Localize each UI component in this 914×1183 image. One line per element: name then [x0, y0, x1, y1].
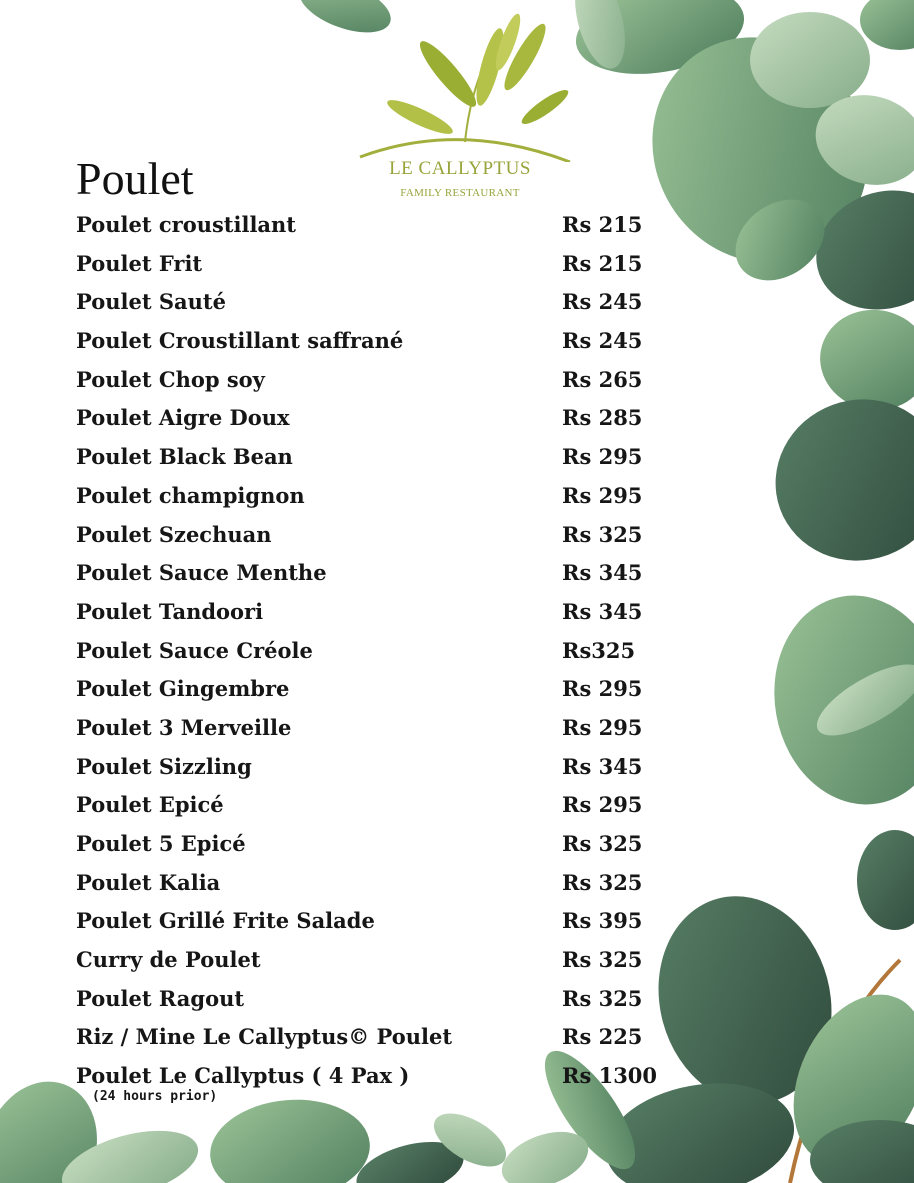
logo-subtitle: FAMILY RESTAURANT: [400, 187, 520, 199]
olive-branch-icon: [340, 12, 580, 162]
menu-item-name: Poulet Le Callyptus ( 4 Pax ): [76, 1063, 410, 1089]
menu-item-price: Rs 265: [562, 366, 643, 392]
menu-item-name: Poulet champignon: [76, 482, 305, 508]
menu-item-name: Poulet Ragout: [76, 985, 245, 1011]
menu-item-name: Poulet 3 Merveille: [76, 714, 292, 740]
menu-item-price: Rs 395: [562, 908, 643, 934]
menu-item: [76, 328, 656, 367]
menu-item-price: Rs325: [562, 637, 636, 663]
menu-item-name: Poulet Frit: [76, 250, 203, 276]
menu-item-price: Rs 245: [562, 289, 643, 315]
menu-item-name: Poulet Croustillant saffrané: [76, 328, 404, 354]
menu-item-price: Rs 285: [562, 405, 643, 431]
menu-item: [76, 522, 656, 561]
menu-item: [76, 289, 656, 328]
menu-item: [76, 483, 656, 522]
menu-item-name: Poulet Black Bean: [76, 444, 293, 470]
menu-item-name: Poulet Sauté: [76, 289, 226, 315]
menu-item: [76, 212, 656, 251]
logo-name: LE CALLYPTUS: [389, 158, 531, 179]
menu-item: [76, 444, 656, 483]
menu-item-name: Poulet Kalia: [76, 869, 221, 895]
menu-item-name: Poulet Aigre Doux: [76, 405, 290, 431]
menu-item-name: Poulet Szechuan: [76, 521, 272, 547]
menu-item-price: Rs 1300: [562, 1063, 658, 1089]
menu-item-price: Rs 345: [562, 753, 643, 779]
restaurant-logo: [340, 12, 580, 197]
menu-item: [76, 676, 656, 715]
menu-item: [76, 870, 656, 909]
menu-item-price: Rs 295: [562, 676, 643, 702]
menu-item-price: Rs 325: [562, 869, 643, 895]
menu-item: [76, 560, 656, 599]
menu-item-name: Poulet Epicé: [76, 792, 224, 818]
menu-item-name: Poulet Tandoori: [76, 598, 264, 624]
menu-item-price: Rs 225: [562, 1024, 643, 1050]
menu-item-price: Rs 295: [562, 482, 643, 508]
menu-item-price: Rs 345: [562, 560, 643, 586]
menu-item-price: Rs 325: [562, 521, 643, 547]
menu-item: [76, 947, 656, 986]
menu-item-name: Poulet Sauce Créole: [76, 637, 313, 663]
menu-item: [76, 599, 656, 638]
menu-item-note: (24 hours prior): [92, 1089, 218, 1105]
menu-item-price: Rs 345: [562, 598, 643, 624]
menu-item-name: Riz / Mine Le Callyptus© Poulet: [76, 1024, 453, 1050]
menu-item: [76, 1063, 658, 1105]
menu-item-price: Rs 325: [562, 985, 643, 1011]
menu-item-name: Curry de Poulet: [76, 947, 261, 973]
menu-item-price: Rs 215: [562, 250, 643, 276]
menu-item: [76, 986, 656, 1025]
menu-item-name: Poulet Grillé Frite Salade: [76, 908, 375, 934]
menu-item-price: Rs 295: [562, 444, 643, 470]
menu-item: [76, 908, 656, 947]
menu-item: [76, 715, 656, 754]
menu-item: [76, 405, 656, 444]
menu-item-price: Rs 325: [562, 831, 643, 856]
section-title: Poulet: [76, 153, 194, 204]
menu-item: [76, 1024, 656, 1063]
menu-item: [76, 367, 656, 406]
menu-item: [76, 638, 656, 677]
menu-item-name: Poulet 5 Epicé: [76, 831, 246, 856]
menu-item-name: Poulet Gingembre: [76, 676, 290, 702]
menu-item-price: Rs 325: [562, 947, 643, 973]
menu-item-name: Poulet Sauce Menthe: [76, 560, 327, 586]
menu-item-price: Rs 295: [562, 714, 643, 740]
menu-item-price: Rs 295: [562, 792, 643, 818]
menu-item-price: Rs 215: [562, 212, 643, 237]
menu-item: [76, 754, 656, 793]
menu-item: [76, 831, 656, 870]
menu-list: [76, 212, 658, 1105]
menu-item: [76, 792, 656, 831]
menu-item: [76, 251, 656, 290]
menu-item-name: Poulet croustillant: [76, 212, 297, 237]
menu-item-price: Rs 245: [562, 328, 643, 354]
menu-item-name: Poulet Sizzling: [76, 753, 252, 779]
menu-item-name: Poulet Chop soy: [76, 366, 265, 392]
